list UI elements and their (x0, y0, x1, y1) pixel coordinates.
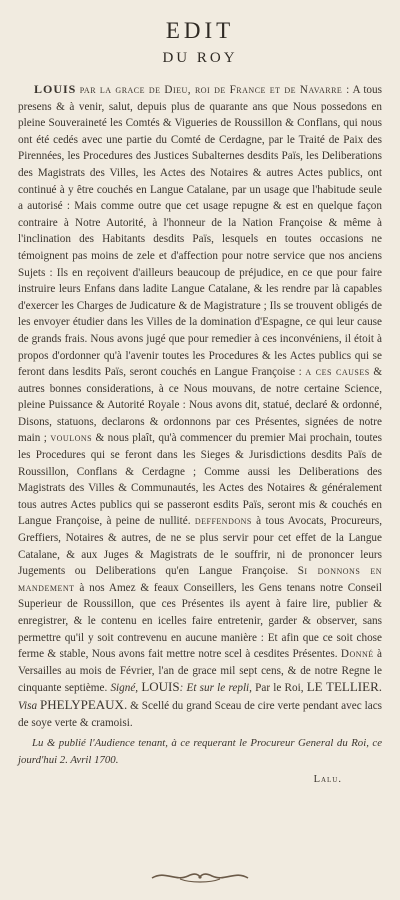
tellier: LE TELLIER. (306, 679, 382, 695)
signer-name: Lalu. (313, 774, 342, 786)
donne: Donné (340, 648, 374, 661)
paragraph-2: & autres bonnes considerations, à ce Nous mouvans, de notre certaine Science, pleine Puissance & Autorité Royale : Nous avons dit, statué, declaré & ordonné, Disons, statuons, declarons & ordonnons par ces Présentes, signées de notre main ; (18, 366, 383, 445)
decorative-flourish-icon (150, 868, 250, 884)
paragraph-6: à Versailles au mois de Février, l'an de grace mil sept cens, & de notre Regne le cinquante septième. (18, 648, 383, 695)
signe-name: LOUIS (141, 679, 180, 695)
paragraph-3: & nous plaît, qu'à commencer du premier Mai prochain, toutes les Procedures qui se feront dans les Sieges & Jurisdictions desdits Païs de Roussillon, Conflans & Cerdagne ; Comme aussi les Deliberations des Magistrats des Villes & Communautés, les Actes des Notaires & généralement tous autres Actes publics qui se passeront esdits Païs, seront mis & couchés en Langue Françoise, à peine de nullité. (18, 432, 382, 528)
seal-text: & Scellé du grand Sceau de cire verte pendant avec lacs de soye verte & cramoisi. (18, 699, 383, 729)
paragraph-5: à nos Amez & feaux Conseillers, les Gens tenans notre Conseil Superieur de Roussillon, que ces Présentes ils ayent à faire lire, publier & enregistrer, & le contenu en icelles faire entretenir, garder & observer, sans permettre qu'il y soit contrevenu en aucune manière : Et afin que ce soit chose ferme & stable, Nous avons fait mettre notre scel à cesdites Présentes. (18, 581, 382, 661)
visa-label: Visa (18, 699, 38, 712)
document-title: EDIT (165, 18, 235, 43)
signe-label: Signé, (110, 682, 139, 695)
a-ces-causes: a ces causes (305, 366, 370, 379)
opening-grace: par la grace de Dieu, roi de France et de Navarre : (79, 84, 350, 96)
document-subtitle: DU ROY (162, 50, 238, 66)
publication-note: Lu & publié l'Audience tenant, à ce requerant le Procureur General du Roi, ce jourd'hui 2. Avril 1700. (18, 737, 382, 766)
voulons: voulons (50, 432, 93, 445)
repli-label: Et sur le repli, (186, 682, 252, 695)
repli-text: Par le Roi, (255, 682, 304, 695)
deffendons: deffendons (194, 515, 252, 528)
edict-body: LOUIS par la grace de Dieu, roi de France et de Navarre : A tous presens & à venir, salut, depuis plus de quarante ans que Nous possedons en pleine Souveraineté les Comtés & Vigueries de Roussillon & Conflans, qui nous ont été cedés avec une partie du Comté de Cerdagne, par le Traité de Paix des Pirennées, les Procedures des Justices Subalternes desdits Païs, les Deliberations des Magistrats des Villes, les Actes des Notaires & autres Actes publics, ont continué à y être couchés en Langue Catalane, par un usage que l'habitude seule a autorisé : Mais comme outre que cet usage repugne & est en quelque façon contraire à Notre Autorité, à l'honneur de la Nation Françoise & même à l'inclination des Habitants desdits Païs, lesquels en toutes occasions ne témoignent pas moins de zele et d'affection pour notre service que nos anciens Sujets : Ils en reçoivent d'ailleurs beaucoup de préjudice, en ce que pour faire instruire leurs Enfans dans ladite Langue Catalane, & les rendre par là capables d'exercer les Charges de Judicature & de Magistrature ; Ils se trouvent obligés de les envoyer étudier dans les Villes de la domination d'Espagne, ce qui leur cause de grands frais. Nous avons jugé que pour remedier à ces inconvéniens, il étoit à propos d'ordonner qu'à l'avenir toutes les Procedures & les Actes publics qui se feront dans lesdits Païs, seront couchés en Langue Françoise : a ces causes & autres bonnes considerations, à ce Nous mouvans, de notre certaine Science, pleine Puissance & Autorité Royale : Nous avons dit, statué, declaré & ordonné, Disons, statuons, declarons & ordonnons par ces Présentes, signées de notre main ; voulons & nous plaît, qu'à commencer du premier Mai prochain, toutes les Procedures qui se feront dans les Sieges & Jurisdictions desdits Païs de Roussillon, Conflans & Cerdagne ; Comme aussi les Deliberations des Magistrats des Villes & Communautés, les Actes des Notaires & généralement tous autres Actes publics qui se passeront esdits Païs, seront mis & couchés en Langue Françoise, à peine de nullité. deffendons à tous Avocats, Procureurs, Greffiers, Notaires & autres, de ne se plus servir pour cet effet de la Langue Catalane, & aux Juges & Magistrats de le souffrir, ni de prononcer leurs Jugements ou Deliberations qu'en Langue Françoise. Si donnons en mandement à nos Amez & feaux Conseillers, les Gens tenans notre Conseil Superieur de Roussillon, que ces Présentes ils ayent à faire lire, publier & enregistrer, & le contenu en icelles faire entretenir, garder & observer, sans permettre qu'il y soit contrevenu en aucune manière : Et afin que ce soit chose ferme & stable, Nous avons fait mettre notre scel à cesdites Présentes. Donné à Versailles au mois de Février, l'an de grace mil sept cens, & de notre Regne le cinquante septième. Signé, LOUIS: Et sur le repli, Par le Roi, LE TELLIER. Visa PHELYPEAUX. & Scellé du grand Sceau de cire verte pendant avec lacs de soye verte & cramoisi. (18, 82, 383, 729)
paragraph-1: A tous presens & à venir, salut, depuis plus de quarante ans que Nous possedons en pleine Souveraineté les Comtés & Vigueries de Roussillon & Conflans, qui nous ont été cedés avec une partie du Comté de Cerdagne, par le Traité de Paix des Pirennées, les Procedures des Justices Subalternes desdits Païs, les Deliberations des Magistrats des Villes, les Actes des Notaires & autres Actes publics, ont continué à y être couchés en Langue Catalane, par un usage que l'habitude seule a autorisé : Mais comme outre que cet usage repugne & est en quelque façon contraire à Notre Autorité, à l'honneur de la Nation Françoise & même à l'inclination des Habitants desdits Païs, lesquels en toutes occasions ne témoignent pas moins de zele et d'affection pour notre service que nos anciens Sujets : Ils en reçoivent d'ailleurs beaucoup de préjudice, en ce que pour faire instruire leurs Enfans dans ladite Langue Catalane, & les rendre par là capables d'exercer les Charges de Judicature & de Magistrature ; Ils se trouvent obligés de les envoyer étudier dans les Villes de la domination d'Espagne, ce qui leur cause de grands frais. Nous avons jugé que pour remedier à ces inconvéniens, il étoit à propos d'ordonner qu'à l'avenir toutes les Procedures & les Actes publics qui se feront dans lesdits Païs, seront couchés en Langue Françoise : (18, 84, 382, 379)
paragraph-4: à tous Avocats, Procureurs, Greffiers, Notaires & autres, de ne se plus servir pour cet effet de la Langue Catalane, & aux Juges & Magistrats de le souffrir, ni de prononcer leurs Jugements ou Deliberations qu'en Langue Françoise. (18, 515, 382, 578)
opening-lead: LOUIS (34, 82, 77, 96)
phelypeaux: PHELYPEAUX. (40, 696, 128, 712)
si-donnons: Si donnons en mandement (18, 565, 382, 594)
